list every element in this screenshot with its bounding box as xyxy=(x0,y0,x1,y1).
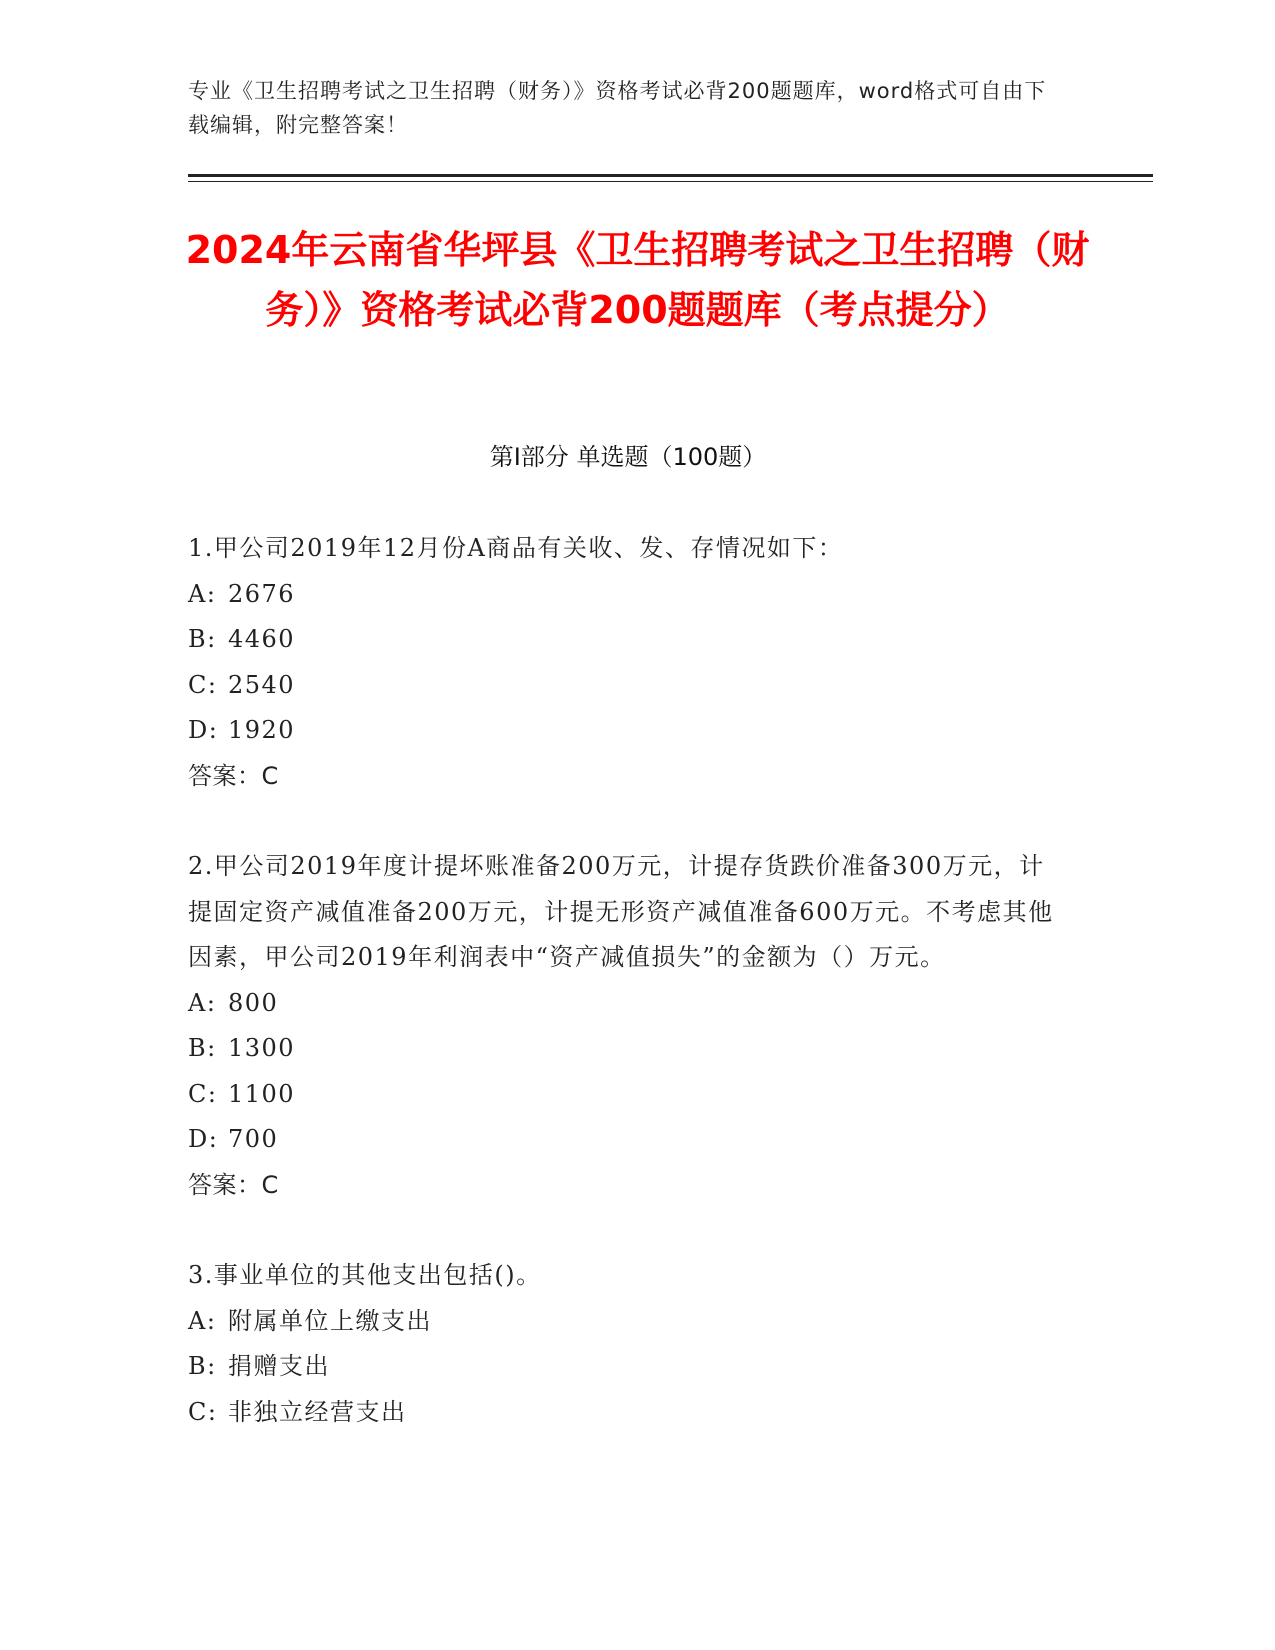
option-a xyxy=(188,1299,1068,1345)
option-text: 捐赠支出 xyxy=(228,1352,330,1380)
question-stem: 2.甲公司2019年度计提坏账准备200万元，计提存货跌价准备300万元，计提固定资产减值准备200万元，计提无形资产减值准备600万元。不考虑其他因素，甲公司2019年利润表中“资产减值损失”的金额为（）万元。 xyxy=(188,852,1054,971)
option-letter: D: xyxy=(188,716,219,744)
header-note: 专业《卫生招聘考试之卫生招聘（财务）》资格考试必背200题题库，word格式可自由下载编辑，附完整答案！ xyxy=(188,79,1047,137)
option-text: 1100 xyxy=(228,1079,296,1108)
question-stem: 3.事业单位的其他支出包括()。 xyxy=(188,1261,542,1289)
option-letter: A: xyxy=(188,988,217,1017)
question-stem: 1.甲公司2019年12月份A商品有关收、发、存情况如下： xyxy=(188,534,844,562)
header-divider-thick xyxy=(188,174,1153,177)
question-2 xyxy=(188,844,1068,1208)
option-text: 4460 xyxy=(228,625,296,653)
section-heading: 第Ⅰ部分 单选题（100题） xyxy=(489,443,767,471)
option-a xyxy=(188,981,1068,1027)
option-letter: B: xyxy=(188,1034,217,1062)
question-list xyxy=(188,526,1068,1480)
option-letter: C: xyxy=(188,670,218,699)
option-b xyxy=(188,617,1068,663)
option-b xyxy=(188,1344,1068,1390)
option-c xyxy=(188,663,1068,709)
option-a xyxy=(188,572,1068,618)
option-text: 2540 xyxy=(228,670,296,699)
header-divider-thin xyxy=(188,181,1153,182)
option-text: 非独立经营支出 xyxy=(228,1397,407,1426)
option-d xyxy=(188,1117,1068,1163)
option-c xyxy=(188,1390,1068,1436)
option-letter: B: xyxy=(188,1352,217,1380)
option-letter: A: xyxy=(188,579,217,608)
option-text: 1920 xyxy=(228,716,296,744)
option-letter: C: xyxy=(188,1397,218,1426)
question-1 xyxy=(188,526,1068,799)
option-text: 2676 xyxy=(228,579,296,608)
option-b xyxy=(188,1026,1068,1072)
option-text: 1300 xyxy=(228,1034,296,1062)
option-text: 附属单位上缴支出 xyxy=(228,1306,432,1335)
option-d xyxy=(188,708,1068,754)
question-3 xyxy=(188,1253,1068,1435)
option-letter: B: xyxy=(188,625,217,653)
option-letter: D: xyxy=(188,1125,219,1153)
option-c xyxy=(188,1072,1068,1118)
answer-line: 答案：C xyxy=(188,761,279,790)
option-text: 800 xyxy=(228,988,279,1017)
document-title: 2024年云南省华坪县《卫生招聘考试之卫生招聘（财务）》资格考试必背200题题库（考点提分） xyxy=(185,228,1090,332)
option-letter: A: xyxy=(188,1306,217,1335)
option-letter: C: xyxy=(188,1079,218,1108)
option-text: 700 xyxy=(228,1125,279,1153)
answer-line: 答案：C xyxy=(188,1170,279,1199)
